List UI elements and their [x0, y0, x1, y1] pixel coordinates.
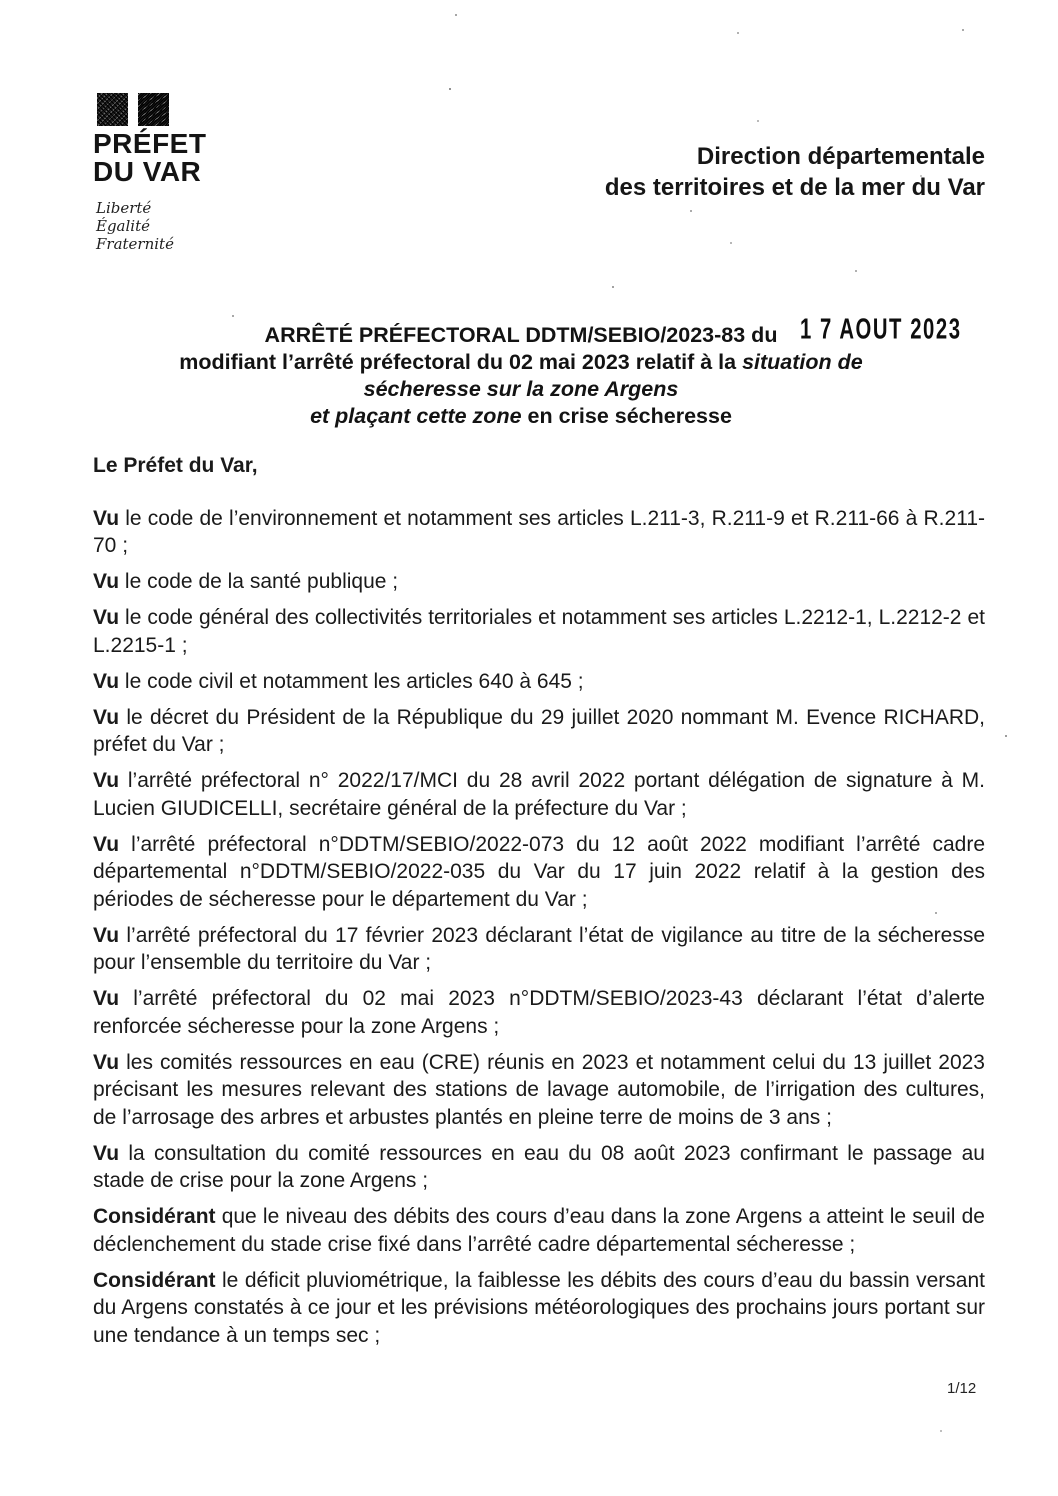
paragraph-lead: Vu	[93, 1050, 120, 1074]
paragraph-lead: Vu	[93, 506, 120, 530]
body-paragraph	[93, 568, 985, 596]
paragraph-lead: Vu	[93, 669, 120, 693]
paragraph-lead: Vu	[93, 606, 120, 629]
decree-title-line-4: et plaçant cette zone en crise sécheresse	[310, 404, 732, 428]
paragraph-text: le décret du Président de la République du 29 juillet 2020 nommant M. Evence RICHARD, préfet du Var ;	[93, 705, 985, 756]
decree-title-line-1: ARRÊTÉ PRÉFECTORAL DDTM/SEBIO/2023-83 du	[264, 323, 778, 347]
motto-fraternite: Fraternité	[96, 235, 174, 253]
paragraph-text: l’arrêté préfectoral du 02 mai 2023 n°DDTM/SEBIO/2023-43 déclarant l’état d’alerte renforcée sécheresse pour la zone Argens ;	[93, 987, 985, 1038]
body-paragraph	[93, 1203, 985, 1258]
salutation: Le Préfet du Var,	[93, 454, 258, 477]
direction-header	[605, 141, 985, 203]
paragraph-lead: Vu	[93, 923, 120, 947]
decree-title	[93, 322, 949, 430]
paragraph-text: le code de l’environnement et notamment ses articles L.211-3, R.211-9 et R.211-66 à R.211-70 ;	[93, 506, 985, 557]
recitals-list	[93, 505, 985, 1350]
paragraph-lead: Vu	[93, 1141, 120, 1165]
page-number: 1/12	[947, 1380, 977, 1397]
paragraph-text: que le niveau des débits des cours d’eau dans la zone Argens a atteint le seuil de déclenchement du stade crise fixé dans l’arrêté cadre départemental sécheresse ;	[93, 1205, 985, 1256]
paragraph-lead: Considérant	[93, 1268, 216, 1292]
scan-noise	[0, 0, 2, 2]
body-paragraph	[93, 985, 985, 1040]
logo-duvar-text: DU VAR	[93, 156, 202, 187]
body-paragraph	[93, 767, 985, 822]
body-paragraph	[93, 704, 985, 759]
prefet-logo	[93, 93, 206, 253]
paragraph-text: le code de la santé publique ;	[119, 570, 399, 593]
paragraph-text: le déficit pluviométrique, la faiblesse les débits des cours d’eau du bassin versant du Argens constatés à ce jour et les prévisions météorologiques des prochains jours portant sur une tendance à un temps sec ;	[93, 1268, 985, 1347]
paragraph-text: l’arrêté préfectoral n°DDTM/SEBIO/2022-073 du 12 août 2022 modifiant l’arrêté cadre départemental n°DDTM/SEBIO/2022-035 du Var du 17 juin 2022 relatif à la gestion des périodes de sécheresse pour le département du Var ;	[93, 832, 985, 911]
paragraph-lead: Vu	[93, 705, 120, 729]
document-body	[93, 452, 985, 1358]
paragraph-lead: Vu	[93, 769, 120, 792]
paragraph-text: l’arrêté préfectoral du 17 février 2023 déclarant l’état de vigilance au titre de la sécheresse pour l’ensemble du territoire du Var ;	[93, 923, 985, 974]
paragraph-text: le code civil et notamment les articles 640 à 645 ;	[119, 669, 584, 693]
paragraph-text: l’arrêté préfectoral n° 2022/17/MCI du 28 avril 2022 portant délégation de signature à M. Lucien GIUDICELLI, secrétaire général de la préfecture du Var ;	[93, 769, 985, 820]
body-paragraph	[93, 1140, 985, 1195]
date-stamp: 1 7 AOUT 2023	[800, 312, 962, 345]
flag-pixel-block-icon	[138, 93, 169, 126]
logo-prefet-text: PRÉFET	[93, 128, 207, 159]
paragraph-lead: Vu	[93, 987, 120, 1010]
paragraph-lead: Considérant	[93, 1205, 216, 1228]
direction-line-2: des territoires et de la mer du Var	[604, 174, 985, 201]
decree-title-line-2: modifiant l’arrêté préfectoral du 02 mai 2023 relatif à la situation de	[179, 350, 863, 374]
paragraph-text: la consultation du comité ressources en eau du 08 août 2023 confirmant le passage au stade de crise pour la zone Argens ;	[93, 1141, 985, 1192]
marianne-logo-image	[97, 93, 206, 126]
direction-line-1: Direction départementale	[696, 143, 985, 170]
motto-liberte: Liberté	[96, 199, 152, 217]
body-paragraph	[93, 604, 985, 659]
paragraph-lead: Vu	[93, 832, 120, 856]
paragraph-text: le code général des collectivités territoriales et notamment ses articles L.2212-1, L.2212-2 et L.2215-1 ;	[93, 606, 985, 657]
body-paragraph	[93, 668, 985, 696]
body-paragraph	[93, 831, 985, 914]
flag-pixel-block-icon	[97, 93, 128, 126]
paragraph-text: les comités ressources en eau (CRE) réunis en 2023 et notamment celui du 13 juillet 2023 précisant les mesures relevant des stations de lavage automobile, de l’irrigation des cultures, de l’arrosage des arbres et arbustes plantés en pleine terre de moins de 3 ans ;	[93, 1050, 985, 1129]
decree-title-line-3: sécheresse sur la zone Argens	[363, 377, 679, 401]
body-paragraph	[93, 1267, 985, 1350]
motto-egalite: Égalité	[96, 217, 150, 235]
body-paragraph	[93, 1049, 985, 1132]
paragraph-lead: Vu	[93, 570, 120, 593]
body-paragraph	[93, 922, 985, 977]
republic-motto	[96, 199, 206, 253]
body-paragraph	[93, 505, 985, 560]
